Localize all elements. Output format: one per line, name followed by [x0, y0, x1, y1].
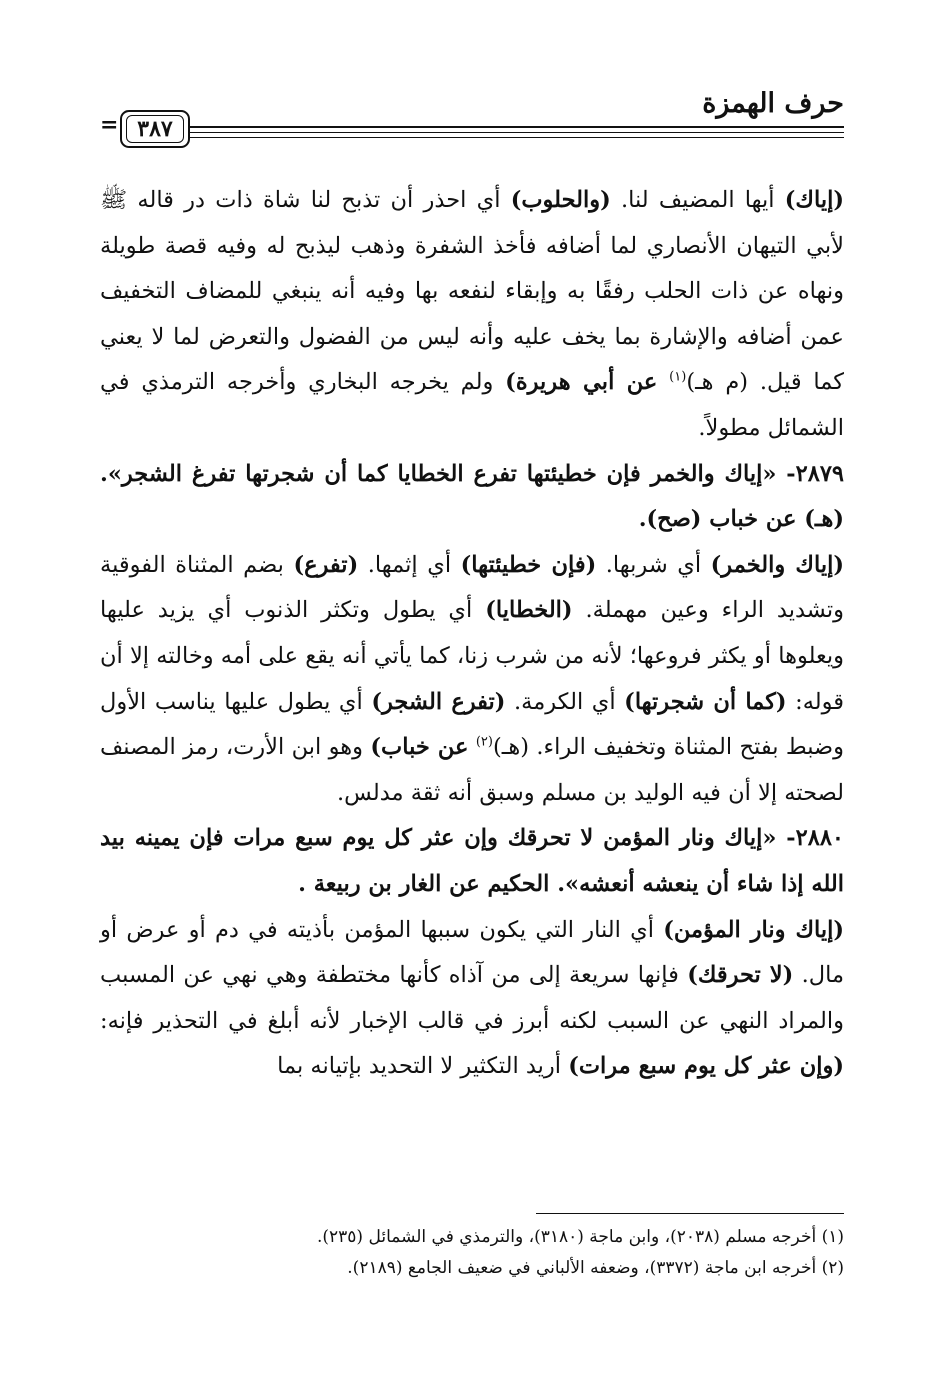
text-segment: ولم يخرجه البخاري وأخرجه الترمذي في الشمائل مطولاً.: [100, 369, 844, 441]
main-text: [100, 178, 844, 1090]
text-segment: أي يطول عليها يناسب الأول وضبط بفتح المثناة وتخفيف الراء. (هـ): [100, 688, 844, 761]
page-header: [100, 88, 844, 154]
footnote-ref: (١): [669, 369, 687, 385]
bold-term: (لا تحرقك): [687, 962, 794, 989]
text-segment: أي إثمها.: [358, 551, 461, 578]
footnote-item: (١) أخرجه مسلم (٢٠٣٨)، وابن ماجة (٣١٨٠)، والترمذي في الشمائل (٢٣٥).: [316, 1227, 844, 1247]
text-segment: ٢٨٧٩- «إياك والخمر فإن خطيئتها تفرع الخطايا كما أن شجرتها تفرغ الشجر». (هـ) عن خباب (صح).: [100, 460, 844, 533]
text-segment: وهو ابن الأرت، رمز المصنف لصحته إلا أن فيه الوليد بن مسلم وسبق أنه ثقة مدلس.: [100, 734, 844, 806]
bold-term: (تفرع): [293, 551, 359, 578]
header-rule: [190, 132, 844, 133]
commentary-paragraph: [100, 178, 844, 452]
bold-term: (إياك): [784, 187, 844, 213]
bold-term: (إياك ونار المؤمن): [663, 916, 844, 943]
text-segment: فإنها سريعة إلى من آذاه كأنها مختطفة وهي نهي عن المسبب والمراد النهي عن السبب لكنه أبرز في قالب الإخبار لأنه أبلغ في التحذير فإنه:: [100, 962, 844, 1034]
text-segment: ٢٨٨٠- «إياك ونار المؤمن لا تحرقك وإن عثر كل يوم سبع مرات فإن يمينه بيد الله إذا شاء أن ينعشه أنعشه». الحكيم عن الغار بن ربيعة .: [100, 825, 844, 897]
bold-term: (وإن عثر كل يوم سبع مرات): [568, 1053, 844, 1080]
bold-term: (والحلوب): [510, 187, 611, 213]
commentary-paragraph: [100, 908, 844, 1090]
text-segment: بضم المثناة الفوقية وتشديد الراء وعين مهملة.: [100, 551, 844, 624]
text-segment: [468, 734, 475, 760]
bold-term: (الخطايا): [485, 597, 573, 624]
text-segment: أي احذر أن تذبح لنا شاة ذات در قاله ﷺ لأبي التيهان الأنصاري لما أضافه فأخذ الشفرة وذهب ليذبح له وفيه قصة طويلة ونهاه عن ذات الحلب رفقًا به وإبقاء لنفعه بها وفيه أنه ينبغي للمضاف التخفيف عمن أضافه والإشارة بما يخف عليه وأنه ليس من الفضول والتعرض لما لا يعني كما قيل. (م هـ): [100, 187, 844, 396]
footnote-item: (٢) أخرجه ابن ماجة (٣٣٧٢)، وضعفه الألباني في ضعيف الجامع (٢١٨٩).: [347, 1258, 844, 1278]
text-segment: أي شربها.: [596, 551, 711, 578]
bold-term: (كما أن شجرتها): [624, 688, 787, 715]
bold-term: (إياك والخمر): [710, 551, 844, 578]
bold-term: عن أبي هريرة): [505, 369, 658, 396]
footnote-separator: [536, 1213, 844, 1214]
text-segment: أيها المضيف لنا.: [610, 187, 785, 213]
text-segment: أريد التكثير لا التحديد بإتيانه بما: [277, 1053, 569, 1080]
text-segment: أي الكرمة.: [505, 688, 625, 715]
header-lead-mark: =: [100, 112, 119, 138]
header-rule: [190, 137, 844, 138]
text-segment: أي النار التي يكون سببها المؤمن بأذيته في دم أو عرض أو مال.: [100, 916, 844, 989]
page-number-frame: [120, 110, 190, 148]
chapter-title: حرف الهمزة: [702, 88, 844, 119]
text-segment: [657, 369, 669, 395]
header-rule: [190, 126, 844, 128]
footnotes: [100, 1222, 844, 1284]
hadith-paragraph: [100, 816, 844, 907]
commentary-paragraph: [100, 543, 844, 817]
footnote-ref: (٢): [475, 734, 493, 750]
page-number: ٣٨٧: [126, 115, 184, 143]
bold-term: (تفرع الشجر): [371, 688, 506, 715]
bold-term: (فإن خطيئتها): [460, 551, 597, 578]
bold-term: عن خباب): [370, 734, 469, 761]
hadith-paragraph: [100, 452, 844, 543]
text-segment: أي يطول وتكثر الذنوب أي يزيد عليها ويعلوها أو يكثر فروعها؛ لأنه من شرب زنا، كما يأتي أنه يقع على أمه وخالته إلا أن قوله:: [100, 597, 844, 715]
